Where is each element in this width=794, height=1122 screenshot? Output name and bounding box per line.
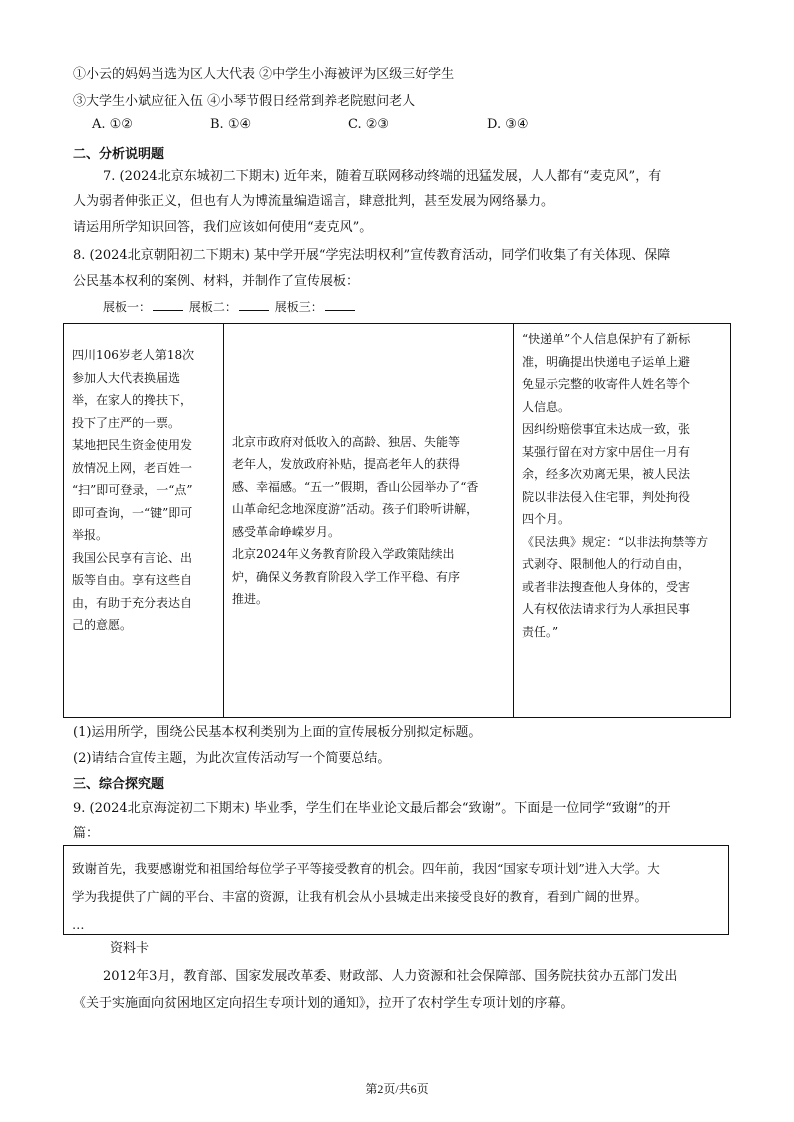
- option-a: A. ①②: [92, 117, 133, 132]
- acknowledgement-box: [63, 845, 729, 935]
- q9-line-2: 篇：: [73, 826, 100, 841]
- board-1-text: 版等自由。享有这些自: [72, 573, 193, 587]
- board-2-text: 山革命纪念地深度游”活动。孩子们聆听讲解，: [232, 502, 479, 516]
- board-1-text: 四川106岁老人第18次: [72, 348, 195, 362]
- board-2-text: 老年人，发放政府补贴，提高老年人的获得: [232, 457, 461, 471]
- board-2-label: 展板二：: [188, 300, 237, 314]
- board-1-text: 举，在家人的搀扶下，: [72, 393, 193, 407]
- board-3-text: 人信息。: [522, 399, 571, 414]
- board-3-text: 因纠纷赔偿事宜未达成一致，张: [522, 422, 691, 436]
- board-1-text: 举报。: [72, 528, 109, 542]
- option-d: D. ③④: [487, 117, 529, 132]
- board-1-text: 参加人大代表换届选: [72, 370, 181, 385]
- board-2-text: 炉，确保义务教育阶段入学工作平稳、有序: [232, 569, 461, 584]
- board-3-text: 《民法典》规定：“以非法拘禁等方: [522, 534, 709, 549]
- q8-sub-question-2: (2)请结合宣传主题，为此次宣传活动写一个简要总结。: [73, 751, 391, 766]
- board-2-text: 感受革命峥嵘岁月。: [232, 524, 341, 539]
- q9-line-1: 9. (2024北京海淀初二下期末) 毕业季，学生们在毕业论文最后都会“致谢”。下面是一位同学“致谢”的开: [73, 801, 671, 816]
- board-3-text: 式剥夺、限制他人的行动自由，: [522, 557, 691, 571]
- board-2-blank: [239, 298, 269, 311]
- board-2-text: 北京2024年义务教育阶段入学政策陆续出: [232, 547, 455, 561]
- board-3-text: 余，经多次劝离无果，被人民法: [522, 467, 691, 481]
- page-footer: 第2页/共6页: [365, 1082, 429, 1096]
- board-1-text: 放情况上网，老百姓一: [72, 460, 193, 475]
- board-1-text: 我国公民享有言论、出: [72, 550, 193, 565]
- board-1-text: 投下了庄严的一票。: [72, 415, 181, 430]
- board-1-text: 即可查询，一“键”即可: [72, 505, 193, 520]
- board-2-text: 北京市政府对低收入的高龄、独居、失能等: [232, 434, 461, 449]
- board-1-label: 展板一：: [103, 300, 152, 314]
- board-3-text: 某强行留在对方家中居住一月有: [522, 444, 691, 459]
- board-1-text: 己的意愿。: [72, 618, 133, 632]
- info-card-line-2: 《关于实施面向贫困地区定向招生专项计划的通知》，拉开了农村学生专项计划的序幕。: [73, 996, 574, 1011]
- q8-sub-question-1: (1)运用所学，围绕公民基本权利类别为上面的宣传展板分别拟定标题。: [73, 725, 482, 740]
- board-3-label: 展板三：: [274, 300, 323, 314]
- board-2-text: 推进。: [232, 592, 269, 606]
- info-card-line-1: 2012年3月，教育部、国家发展改革委、财政部、人力资源和社会保障部、国务院扶贫办五部门发出: [103, 969, 678, 984]
- info-card-title: 资料卡: [110, 941, 150, 956]
- board-3-text: 准，明确提出快递电子运单上避: [522, 354, 691, 369]
- q7-line-1: 7. (2024北京东城初二下期末) 近年来，随着互联网移动终端的迅猛发展，人人都有“麦克风”，有: [103, 169, 662, 184]
- q7-line-2: 人为弱者伸张正义，但也有人为博流量编造谣言，肆意批判，甚至发展为网络暴力。: [73, 194, 555, 209]
- board-1-text: 由，有助于充分表达自: [72, 595, 193, 610]
- board-2-content: [224, 324, 514, 718]
- section-3-title: 三、综合探究题: [73, 777, 165, 792]
- q8-line-1: 8. (2024北京朝阳初二下期末) 某中学开展“学宪法明权利”宣传教育活动，同学们收集了有关体现、保障: [73, 248, 671, 263]
- acknowledgement-line-1: 致谢首先，我要感谢党和祖国给每位学子平等接受教育的机会。四年前，我因“国家专项计划”进入大学。大: [72, 861, 660, 876]
- board-3-text: 责任。”: [522, 624, 559, 639]
- board-3-text: 院以非法侵入住宅罪，判处拘役: [522, 489, 691, 504]
- acknowledgement-line-2: 学为我提供了广阔的平台、丰富的资源，让我有机会从小县城走出来接受良好的教育，看到广阔的世界。: [72, 889, 648, 904]
- board-3-text: 四个月。: [522, 512, 571, 526]
- q8-line-2: 公民基本权利的案例、材料，并制作了宣传展板：: [73, 274, 360, 289]
- board-3-content: [514, 324, 731, 718]
- q7-line-3: 请运用所学知识回答，我们应该如何使用“麦克风”。: [73, 220, 373, 235]
- display-boards-table: [63, 323, 731, 718]
- board-1-text: 某地把民生资金使用发: [72, 438, 193, 452]
- board-1-text: “扫”即可登录，一“点”: [72, 483, 193, 497]
- board-1-blank: [153, 298, 183, 311]
- section-2-title: 二、分析说明题: [73, 147, 165, 162]
- board-3-text: “快递单”个人信息保护有了新标: [522, 332, 691, 346]
- acknowledgement-line-3: …: [72, 917, 85, 932]
- board-2-text: 感、幸福感。“五一”假期，香山公园举办了“香: [232, 479, 479, 494]
- option-b: B. ①④: [210, 117, 252, 132]
- board-1-content: [64, 324, 224, 718]
- answer-items-line-1: ①小云的妈妈当选为区人大代表 ②中学生小海被评为区级三好学生: [73, 67, 455, 82]
- board-title-blanks: [103, 298, 357, 315]
- option-c: C. ②③: [348, 117, 390, 132]
- board-3-text: 人有权依法请求行为人承担民事: [522, 602, 691, 616]
- board-3-blank: [325, 298, 355, 311]
- board-3-text: 或者非法搜查他人身体的，受害: [522, 579, 691, 594]
- board-3-text: 免显示完整的收寄件人姓名等个: [522, 377, 691, 391]
- answer-items-line-2: ③大学生小斌应征入伍 ④小琴节假日经常到养老院慰问老人: [73, 94, 416, 109]
